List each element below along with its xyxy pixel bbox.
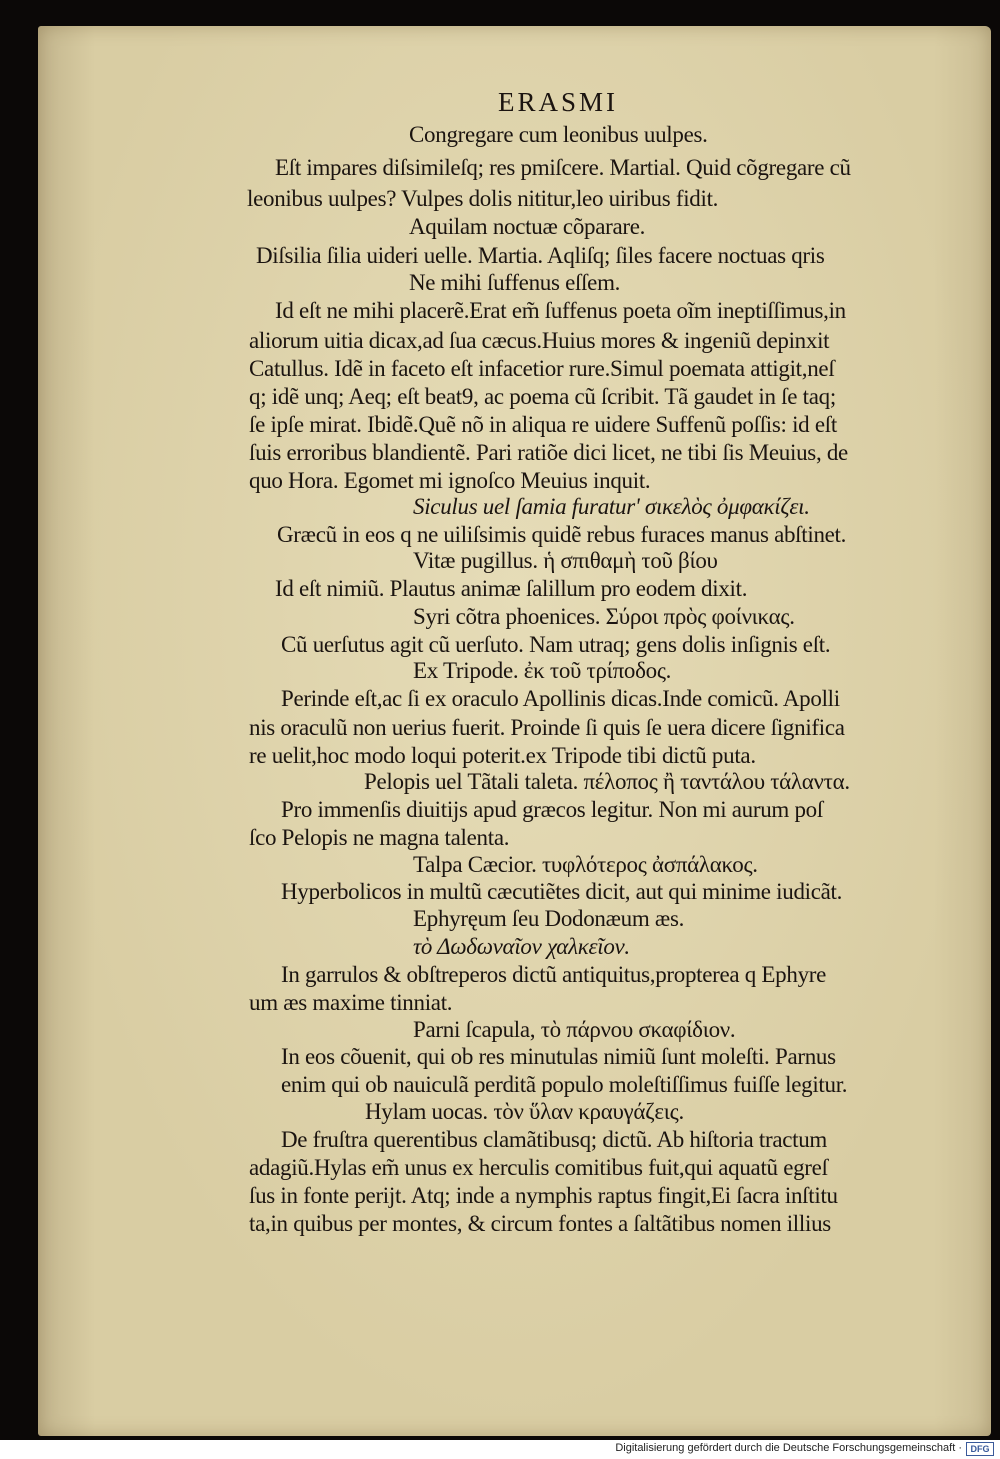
text-line: Catullus. Idẽ in faceto eſt infacetior rure.Simul poemata attigit,neſ (249, 356, 835, 381)
text-line: Id eſt ne mihi placerẽ.Erat em̃ ſuffenus poeta oĩm ineptiſſimus,in (275, 298, 846, 323)
text-line: τὸ Δωδωναῖον χαλκεῖον. (413, 934, 630, 959)
text-line: leonibus uulpes? Vulpes dolis nititur,leo uiribus fidit. (247, 186, 719, 211)
footer-bar (0, 1440, 1000, 1459)
text-line: Aquilam noctuæ cõparare. (409, 214, 646, 239)
text-line: Pelopis uel Tãtali taleta. πέλοπος ἢ ταντάλου τάλαντα. (364, 769, 850, 794)
text-line: aliorum uitia dicax,ad ſua cæcus.Huius mores & ingeniũ depinxit (249, 328, 830, 353)
text-line: quo Hora. Egomet mi ignoſco Meuius inquit. (249, 468, 651, 493)
dfg-logo: DFG (966, 1442, 994, 1456)
text-line: Hylam uocas. τὸν ὕλαν κραυγάζεις. (365, 1099, 684, 1124)
text-line: Perinde eſt,ac ſi ex oraculo Apollinis dicas.Inde comicũ. Apolli (281, 686, 840, 711)
text-line: adagiũ.Hylas em̃ unus ex herculis comitibus fuit,qui aquatũ egreſ (249, 1155, 828, 1180)
text-line: Pro immenſis diuitijs apud græcos legitur. Non mi aurum poſ (281, 797, 823, 822)
text-line: Cũ uerſutus agit cũ uerſuto. Nam utraq; gens dolis inſignis eſt. (281, 632, 831, 657)
funding-credit: Digitalisierung gefördert durch die Deutsche Forschungsgemeinschaft · (615, 1442, 962, 1454)
text-line: In eos cõuenit, qui ob res minutulas nimiũ ſunt moleſti. Parnus (281, 1044, 836, 1069)
text-line: ſus in fonte perijt. Atq; inde a nymphis raptus fingit,Ei ſacra inſtitu (249, 1183, 838, 1208)
text-line: Syri cõtra phoenices. Σύροι πρὸς φοίνικας. (413, 604, 795, 629)
text-line: Id eſt nimiũ. Plautus animæ ſalillum pro eodem dixit. (275, 576, 748, 601)
text-line: q; idẽ unq; Aeq; eſt beat9, ac poema cũ ſcribit. Tã gaudet in ſe taq; (249, 384, 836, 409)
text-line: Ne mihi ſuffenus eſſem. (409, 270, 621, 295)
text-line: Parni ſcapula, τὸ πάρνου σκαφίδιον. (413, 1017, 736, 1042)
text-line: ta,in quibus per montes, & circum fontes a ſaltãtibus nomen illius (249, 1211, 831, 1236)
text-line: ſe ipſe mirat. Ibidẽ.Quẽ nõ in aliqua re uidere Suffenũ poſſis: id eſt (249, 412, 837, 437)
text-line: Talpa Cæcior. τυφλότερος ἀσπάλακος. (413, 852, 758, 877)
text-line: enim qui ob nauiculã perditã populo moleſtiſſimus fuiſſe legitur. (281, 1072, 848, 1097)
text-line: Ex Tripode. ἐκ τοῦ τρίποδος. (413, 658, 672, 683)
text-line: Hyperbolicos in multũ cæcutiẽtes dicit, aut qui minime iudicãt. (281, 879, 843, 904)
text-line: Diſsilia ſilia uideri uelle. Martia. Aqliſq; ſiles facere noctuas qris (256, 243, 825, 268)
text-line: um æs maxime tinniat. (249, 990, 453, 1015)
text-line: nis oraculũ non uerius fuerit. Proinde ſi quis ſe uera dicere ſignifica (249, 715, 845, 740)
text-line: Eſt impares diſsimileſq; res pmiſcere. Martial. Quid cõgregare cũ (275, 155, 851, 180)
text-line: re uelit,hoc modo loqui poterit.ex Tripode tibi dictũ puta. (249, 743, 756, 768)
text-line: Congregare cum leonibus uulpes. (409, 122, 708, 147)
text-line: Vitæ pugillus. ἡ σπιθαμὴ τοῦ βίου (413, 548, 718, 573)
text-line: ſuis erroribus blandientẽ. Pari ratiõe dici licet, ne tibi ſis Meuius, de (249, 440, 848, 465)
text-line: ſco Pelopis ne magna talenta. (249, 825, 510, 850)
text-line: De fruſtra querentibus clamãtibusq; dictũ. Ab hiſtoria tractum (281, 1127, 828, 1152)
text-line: In garrulos & obſtreperos dictũ antiquitus,propterea q Ephyre (281, 962, 827, 987)
text-line: Siculus uel ſamia furatur' σικελὸς ὀμφακίζει. (413, 494, 810, 519)
text-line: Ephyręum ſeu Dodonæum æs. (413, 906, 685, 931)
text-line: Græcũ in eos q ne uiliſsimis quidẽ rebus furaces manus abſtinet. (277, 522, 847, 547)
running-header: ERASMI (498, 87, 619, 117)
